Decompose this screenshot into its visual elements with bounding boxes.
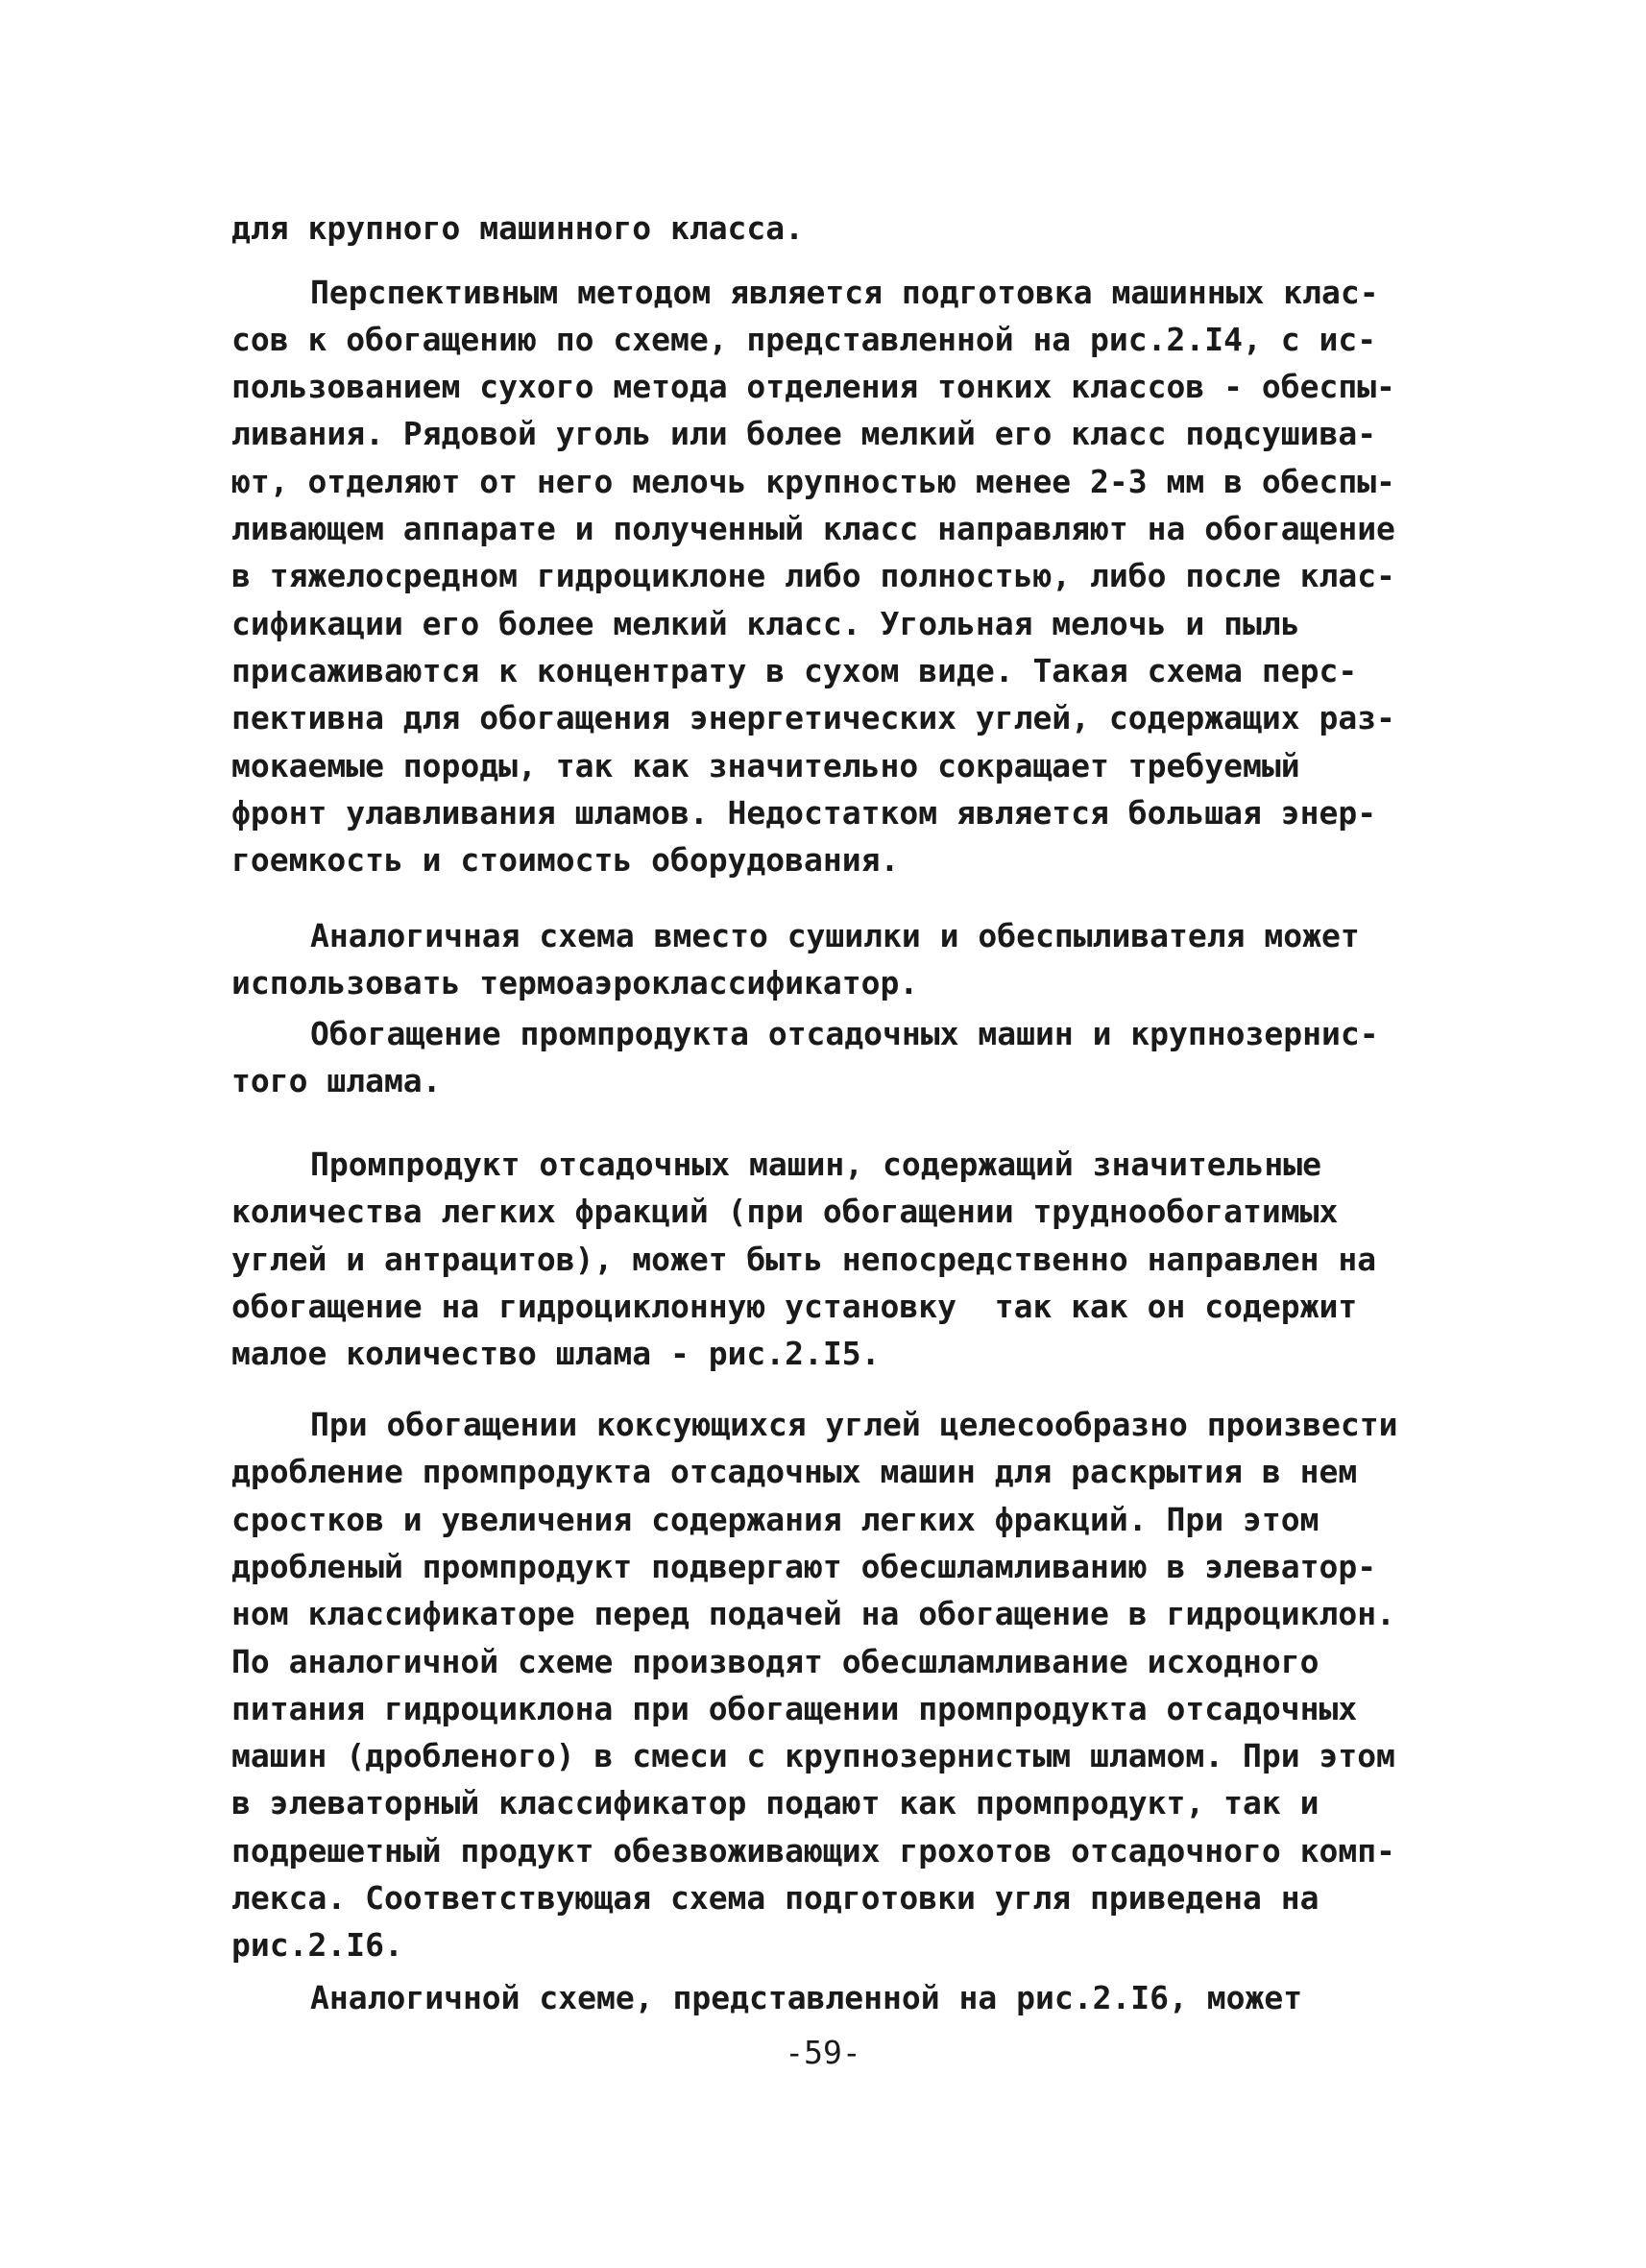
text-line: обогащение на гидроциклонную установку так как он содержит — [231, 1288, 1358, 1325]
text-line: рис.2.I6. — [231, 1926, 403, 1964]
text-line: машин (дробленого) в смеси с крупнозернистым шламом. При этом — [231, 1737, 1395, 1774]
text-line: пективна для обогащения энергетических углей, содержащих раз- — [231, 699, 1395, 736]
text-line: Аналогичная схема вместо сушилки и обеспыливателя может — [310, 917, 1360, 954]
text-line: подрешетный продукт обезвоживающих грохотов отсадочного комп- — [231, 1832, 1395, 1870]
text-line: присаживаются к концентрату в сухом виде. Такая схема перс- — [231, 652, 1358, 689]
text-line: ют, отделяют от него мелочь крупностью менее 2-3 мм в обеспы- — [231, 463, 1395, 500]
text-line: Обогащение промпродукта отсадочных машин и крупнозернис- — [310, 1015, 1379, 1052]
text-line: того шлама. — [231, 1062, 442, 1099]
text-line: для крупного машинного класса. — [231, 209, 805, 247]
text-line: малое количество шлама - рис.2.I5. — [231, 1335, 881, 1372]
page-number: -59- — [785, 2034, 861, 2071]
text-line: фронт улавливания шламов. Недостатком является большая энер- — [231, 794, 1377, 832]
text-line: питания гидроциклона при обогащении промпродукта отсадочных — [231, 1690, 1358, 1727]
text-line: При обогащении коксующихся углей целесообразно произвести — [310, 1406, 1398, 1443]
text-line: углей и антрацитов), может быть непосредственно направлен на — [231, 1241, 1377, 1278]
text-line: количества легких фракций (при обогащении труднообогатимых — [231, 1193, 1339, 1230]
text-line: Аналогичной схеме, представленной на рис.2.I6, может — [310, 1979, 1303, 2016]
text-line: в тяжелосредном гидроциклоне либо полностью, либо после клас- — [231, 557, 1395, 594]
text-line: использовать термоаэроклассификатор. — [231, 964, 919, 1001]
text-line: ливания. Рядовой уголь или более мелкий его класс подсушива- — [231, 415, 1377, 452]
text-line: ном классификаторе перед подачей на обогащение в гидроциклон. — [231, 1595, 1395, 1632]
text-line: сов к обогащению по схеме, представленной на рис.2.I4, с ис- — [231, 321, 1377, 358]
text-line: ливающем аппарате и полученный класс направляют на обогащение — [231, 510, 1395, 547]
text-line: Перспективным методом является подготовка машинных клас- — [310, 274, 1379, 311]
text-line: в элеваторный классификатор подают как промпродукт, так и — [231, 1784, 1319, 1822]
text-line: По аналогичной схеме производят обесшламливание исходного — [231, 1643, 1319, 1680]
text-line: лекса. Соответствующая схема подготовки угля приведена на — [231, 1879, 1319, 1917]
text-line: сификации его более мелкий класс. Угольная мелочь и пыль — [231, 605, 1300, 642]
text-line: сростков и увеличения содержания легких фракций. При этом — [231, 1501, 1319, 1538]
text-line: Промпродукт отсадочных машин, содержащий значительные — [310, 1146, 1321, 1183]
text-line: гоемкость и стоимость оборудования. — [231, 841, 900, 879]
text-line: мокаемые породы, так как значительно сокращает требуемый — [231, 747, 1300, 784]
text-line: пользованием сухого метода отделения тонких классов - обеспы- — [231, 368, 1395, 405]
text-line: дробление промпродукта отсадочных машин для раскрытия в нем — [231, 1453, 1358, 1490]
text-line: дробленый промпродукт подвергают обесшламливанию в элеватор- — [231, 1548, 1377, 1585]
